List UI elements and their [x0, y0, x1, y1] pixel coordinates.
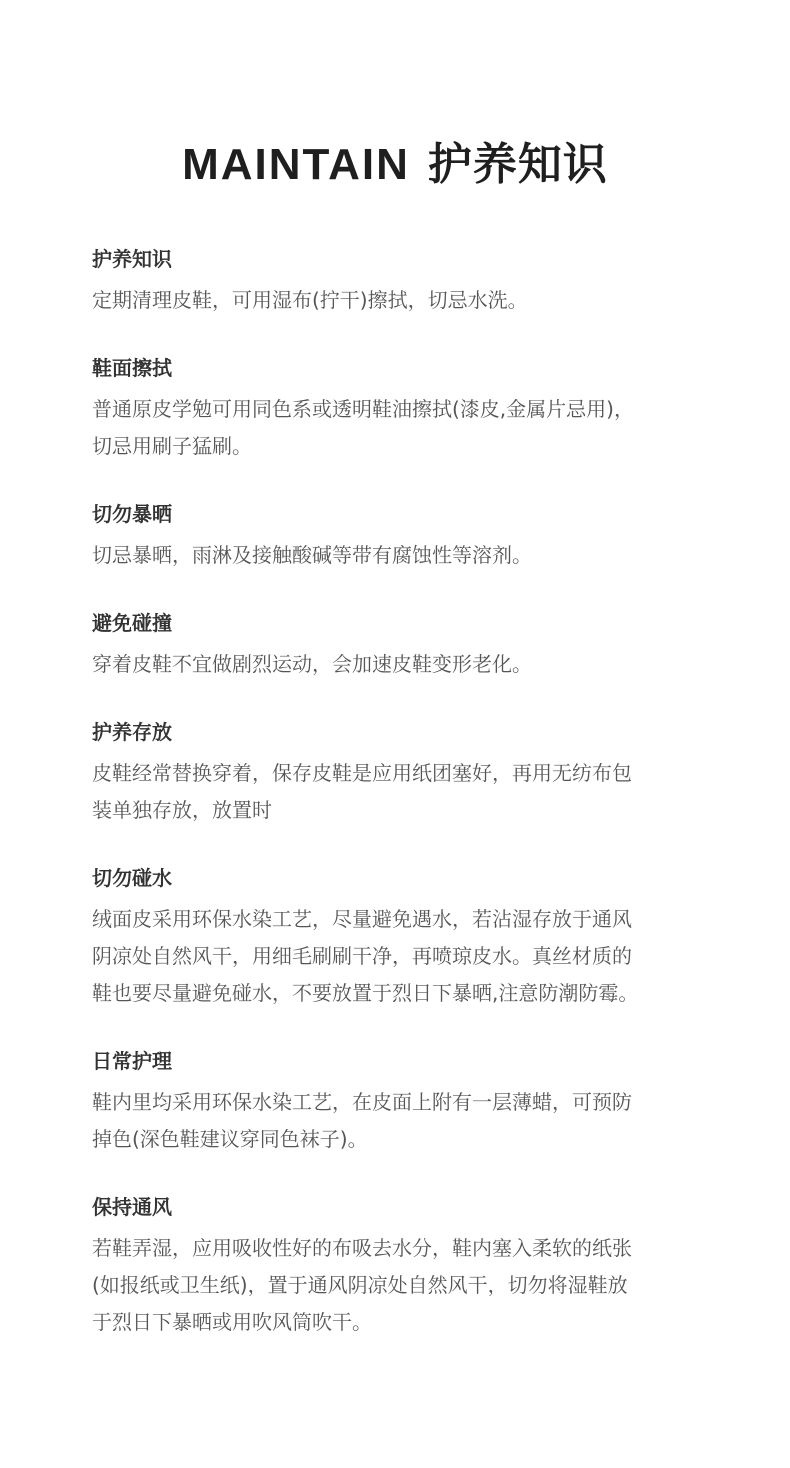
section-body-line: 于烈日下暴晒或用吹风筒吹干。 — [92, 1310, 372, 1334]
section-heading: 鞋面擦拭 — [92, 356, 172, 380]
care-section — [92, 499, 732, 574]
section-body — [92, 1230, 732, 1341]
section-body-line: 绒面皮采用环保水染工艺，尽量避免遇水，若沾湿存放于通风 — [92, 907, 632, 931]
care-section — [92, 863, 732, 1012]
section-heading: 避免碰撞 — [92, 611, 172, 635]
section-body-line: (如报纸或卫生纸)，置于通风阴凉处自然风干，切勿将湿鞋放 — [92, 1273, 628, 1297]
care-section — [92, 353, 732, 465]
section-body-line: 鞋内里均采用环保水染工艺，在皮面上附有一层薄蜡，可预防 — [92, 1090, 632, 1114]
section-body — [92, 1084, 732, 1158]
section-heading: 护养存放 — [92, 720, 172, 744]
section-body-line: 普通原皮学勉可用同色系或透明鞋油擦拭(漆皮,金属片忌用)， — [92, 397, 634, 421]
section-heading: 切勿暴晒 — [92, 502, 172, 526]
page-title-english: MAINTAIN — [182, 140, 410, 190]
section-body — [92, 646, 732, 683]
section-body-line: 皮鞋经常替换穿着，保存皮鞋是应用纸团塞好，再用无纺布包 — [92, 761, 632, 785]
section-heading: 切勿碰水 — [92, 866, 172, 890]
section-body — [92, 391, 732, 465]
section-body — [92, 537, 732, 574]
care-sections — [92, 244, 732, 1375]
care-section — [92, 608, 732, 683]
section-heading: 日常护理 — [92, 1049, 172, 1073]
section-body-line: 阴凉处自然风干，用细毛刷刷干净，再喷琼皮水。真丝材质的 — [92, 944, 632, 968]
page-title — [0, 137, 790, 193]
section-body-line: 定期清理皮鞋，可用湿布(拧干)擦拭，切忌水洗。 — [92, 288, 528, 312]
section-body-line: 鞋也要尽量避免碰水，不要放置于烈日下暴晒,注意防潮防霉。 — [92, 981, 639, 1005]
section-body-line: 装单独存放，放置时 — [92, 798, 272, 822]
section-body-line: 切忌用刷子猛刷。 — [92, 434, 252, 458]
section-body-line: 切忌暴晒，雨淋及接触酸碱等带有腐蚀性等溶剂。 — [92, 543, 532, 567]
section-body-line: 掉色(深色鞋建议穿同色袜子)。 — [92, 1127, 368, 1151]
section-body-line: 若鞋弄湿，应用吸收性好的布吸去水分，鞋内塞入柔软的纸张 — [92, 1236, 632, 1260]
section-body — [92, 755, 732, 829]
section-heading: 护养知识 — [92, 247, 172, 271]
section-body — [92, 282, 732, 319]
page-title-chinese: 护养知识 — [427, 139, 608, 191]
care-section — [92, 1046, 732, 1158]
section-body-line: 穿着皮鞋不宜做剧烈运动，会加速皮鞋变形老化。 — [92, 652, 532, 676]
care-section — [92, 244, 732, 319]
section-body — [92, 901, 732, 1012]
care-section — [92, 717, 732, 829]
section-heading: 保持通风 — [92, 1195, 172, 1219]
care-section — [92, 1192, 732, 1341]
